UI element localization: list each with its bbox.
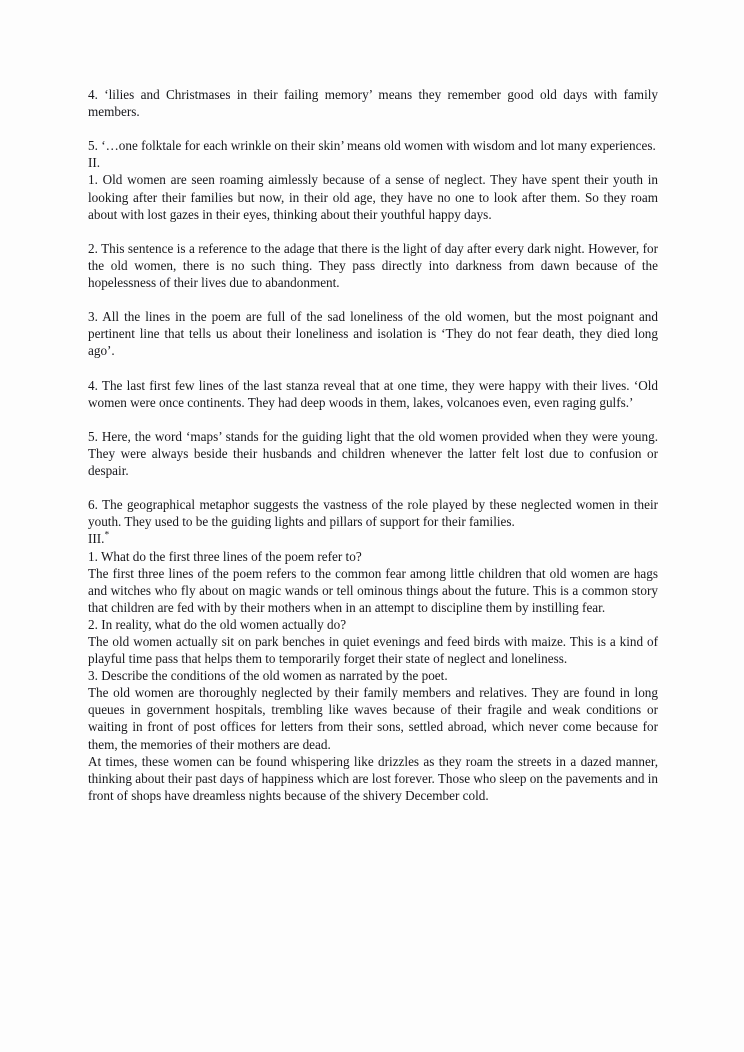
question-section3-item1: 1. What do the first three lines of the poem refer to? [88, 548, 362, 564]
text-column [88, 86, 658, 804]
paragraph-answer-4: 4. ‘lilies and Christmases in their failing memory’ means they remember good old days with family members. [88, 87, 658, 120]
paragraph-section2-item3: 3. All the lines in the poem are full of the sad loneliness of the old women, but the most poignant and pertinent line that tells us about their loneliness and isolation is ‘They do not fear death, they died long ago’. [88, 309, 658, 359]
paragraph-section2-item2: 2. This sentence is a reference to the adage that there is the light of day after every dark night. However, for the old women, there is no such thing. They pass directly into darkness from dawn because of the hopelessness of their lives due to abandonment. [88, 240, 658, 291]
section-heading-ii: II. [88, 155, 101, 171]
question-section3-item2: 2. In reality, what do the old women actually do? [88, 616, 347, 632]
section-heading-iii [88, 530, 658, 547]
section-heading-iii-label: III. [88, 531, 105, 547]
paragraph-section2-item5: 5. Here, the word ‘maps’ stands for the guiding light that the old women provided when they were young. They were always beside their husbands and children whenever the latter felt lost due to confusion or despair. [88, 428, 658, 479]
paragraph-section2-item1: 1. Old women are seen roaming aimlessly because of a sense of neglect. They have spent their youth in looking after their families but now, in their old age, they have no one to look after them. So they roam about with lost gazes in their eyes, thinking about their youthful happy days. [88, 172, 658, 222]
paragraph-section2-item4: 4. The last first few lines of the last stanza reveal that at one time, they were happy with their lives. ‘Old women were once continents. They had deep woods in them, lakes, volcanoes even, even raging gulfs.’ [88, 377, 658, 410]
answer-section3-item1: The first three lines of the poem refers to the common fear among little children that old women are hags and witches who fly about on magic wands or tell ominous things about the future. This is a common story that children are fed with by their mothers when in an attempt to discipline them by instilling fear. [88, 565, 658, 615]
answer-section3-item3-part1: The old women are thoroughly neglected by their family members and relatives. They are found in long queues in government hospitals, trembling like waves because of their fragile and weak conditions or waiting in front of post offices for letters from their sons, settled abroad, which never come because for them, the memories of their mothers are dead. [88, 685, 658, 752]
answer-section3-item2: The old women actually sit on park benches in quiet evenings and feed birds with maize. This is a kind of playful time pass that helps them to temporarily forget their state of neglect and loneliness. [88, 634, 658, 667]
answer-section3-item3-part2: At times, these women can be found whispering like drizzles as they roam the streets in a dazed manner, thinking about their past days of happiness which are lost forever. Those who sleep on the pavements and in front of shops have dreamless nights because of the shivery December cold. [88, 753, 658, 803]
question-section3-item3: 3. Describe the conditions of the old women as narrated by the poet. [88, 668, 448, 684]
footnote-asterisk-marker: * [104, 531, 110, 542]
paragraph-section2-item6: 6. The geographical metaphor suggests the vastness of the role played by these neglected women in their youth. They used to be the guiding lights and pillars of support for their families. [88, 497, 658, 530]
paragraph-answer-5: 5. ‘…one folktale for each wrinkle on their skin’ means old women with wisdom and lot many experiences. [88, 138, 656, 154]
